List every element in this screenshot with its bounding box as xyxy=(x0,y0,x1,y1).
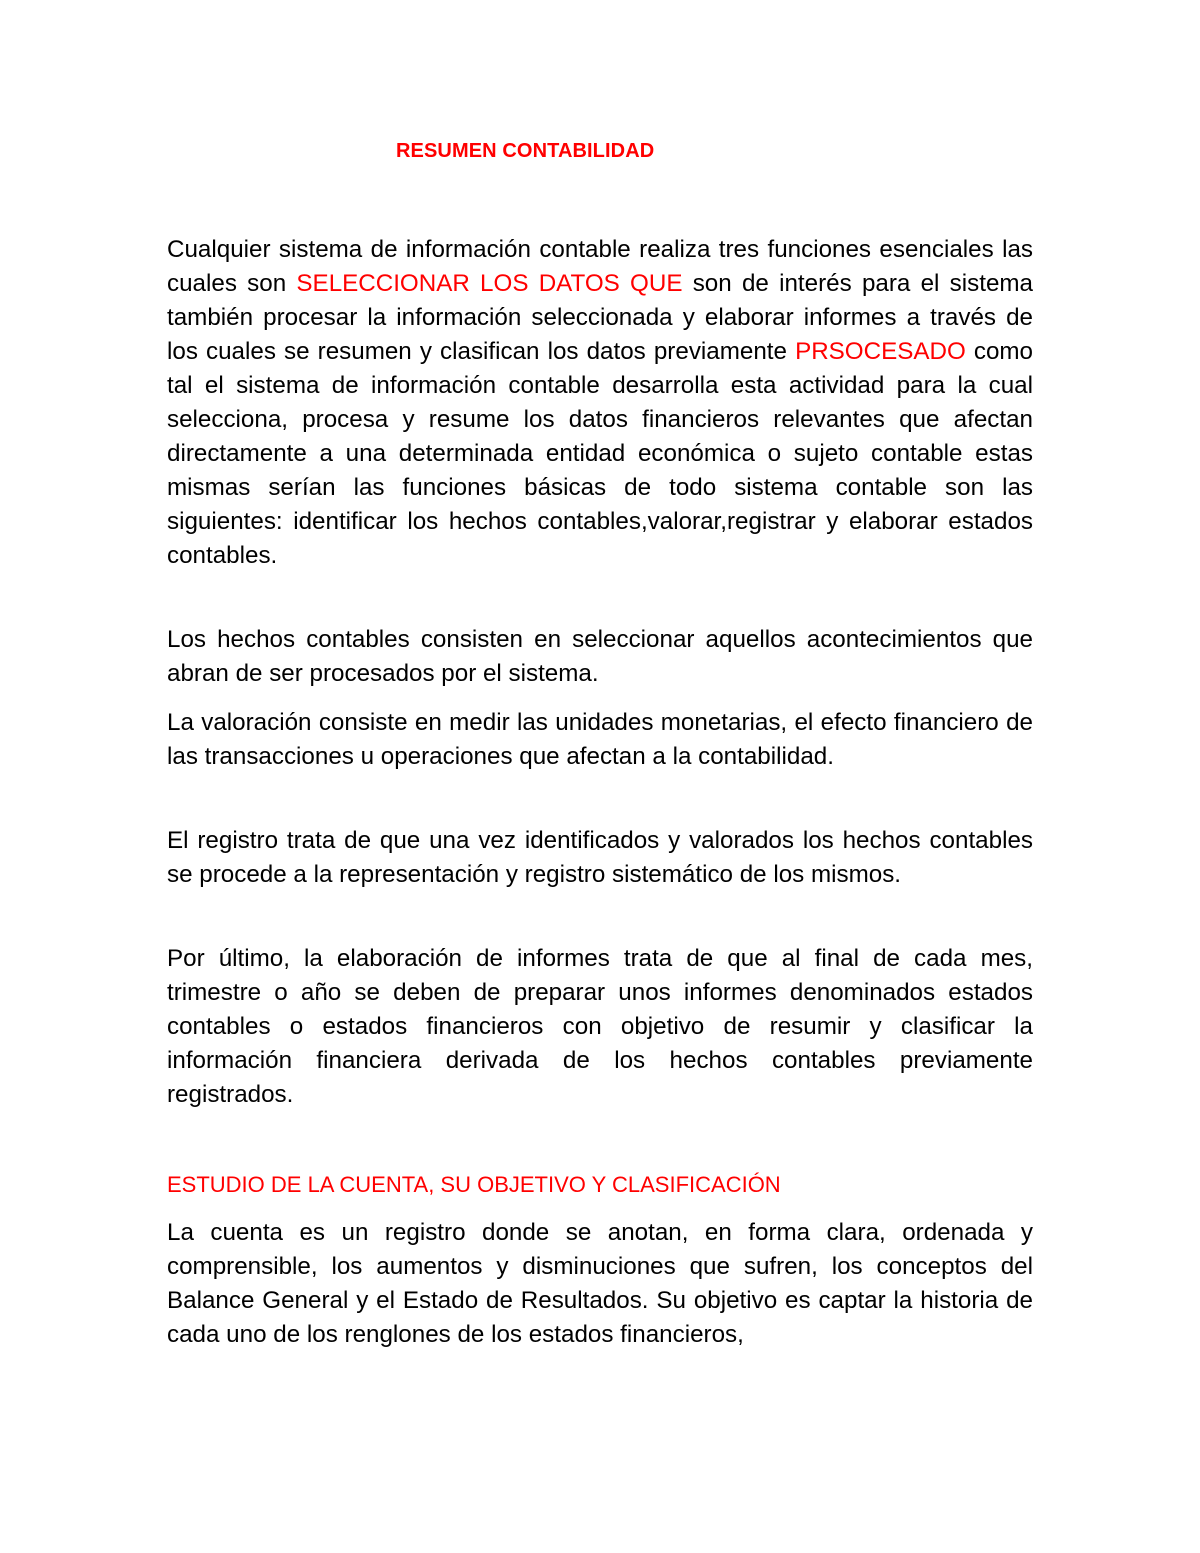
document-title: RESUMEN CONTABILIDAD xyxy=(396,140,655,162)
highlighted-text: PRSOCESADO xyxy=(795,338,966,365)
paragraph-registro: El registro trata de que una vez identificados y valorados los hechos contables se procede a la representación y registro sistemático de los mismos. xyxy=(167,827,1033,888)
paragraph-text: son de interés para el sistema también procesar la información seleccionada y elaborar informes a través de los cuales se resumen y clasifican los datos previamente xyxy=(167,270,1034,365)
paragraph-informes: Por último, la elaboración de informes trata de que al final de cada mes, trimestre o año se deben de preparar unos informes denominados estados contables o estados financieros con objetivo de resumir y clasificar la información financiera derivada de los hechos contables previamente registrados. xyxy=(167,945,1033,1108)
paragraph-cuenta: La cuenta es un registro donde se anotan, en forma clara, ordenada y comprensible, los aumentos y disminuciones que sufren, los conceptos del Balance General y el Estado de Resultados. Su objetivo es captar la historia de cada uno de los renglones de los estados financieros, xyxy=(167,1219,1033,1348)
paragraph-valoracion: La valoración consiste en medir las unidades monetarias, el efecto financiero de las transacciones u operaciones que afectan a la contabilidad. xyxy=(167,709,1033,770)
paragraph-text: Cualquier sistema de información contable realiza tres funciones esenciales las cuales son xyxy=(167,236,1033,297)
paragraph-accounting-functions xyxy=(167,233,1033,573)
paragraph-text: como tal el sistema de información contable desarrolla esta actividad para la cual selecciona, procesa y resume los datos financieros relevantes que afectan directamente a una determinada entidad económica o sujeto contable estas mismas serían las funciones básicas de todo sistema contable son las siguientes: identificar los hechos contables,valorar,registrar y elaborar estados contables. xyxy=(167,338,1034,569)
highlighted-text: SELECCIONAR LOS DATOS QUE xyxy=(296,270,683,297)
paragraph-hechos-contables: Los hechos contables consisten en seleccionar aquellos acontecimientos que abran de ser procesados por el sistema. xyxy=(167,626,1033,687)
section-heading: ESTUDIO DE LA CUENTA, SU OBJETIVO Y CLASIFICACIÓN xyxy=(167,1172,781,1197)
